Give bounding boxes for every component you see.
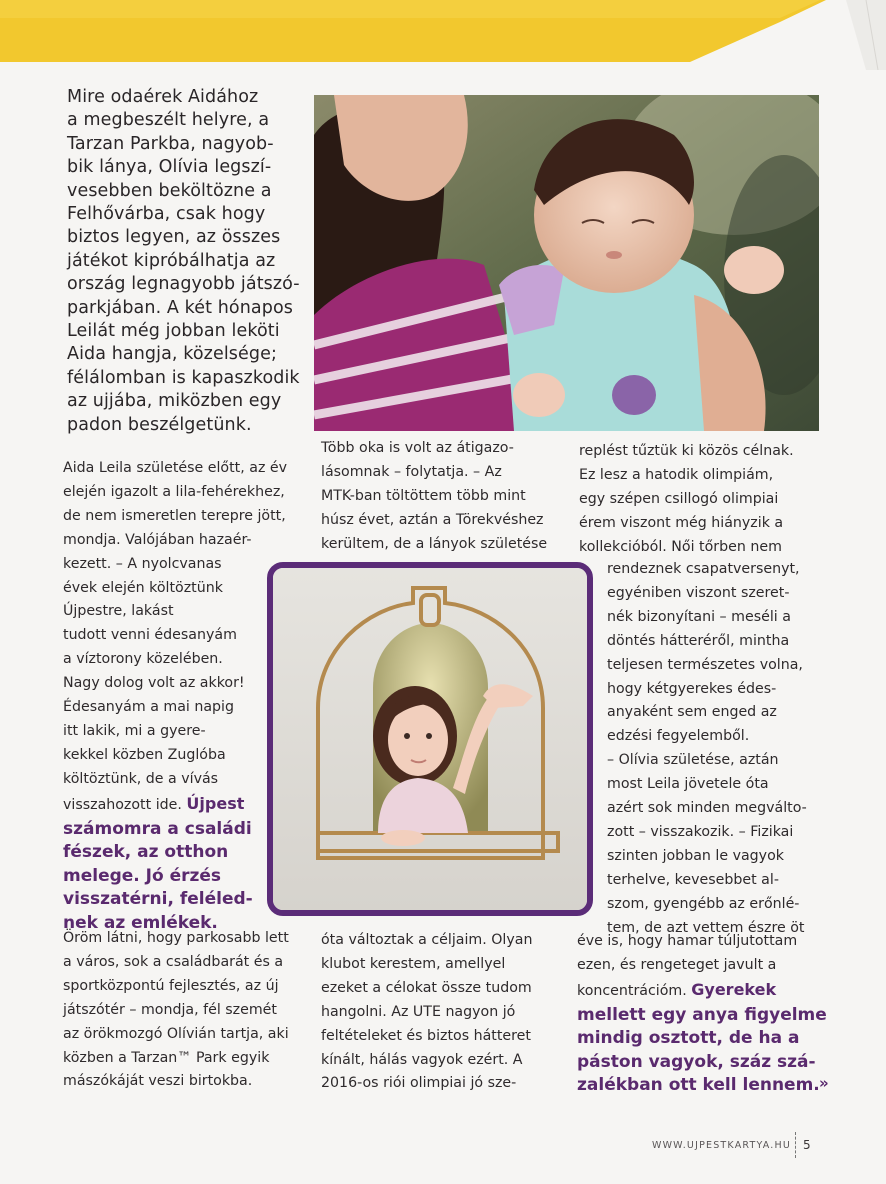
column-3-bottom-text	[577, 930, 837, 1098]
lead-line: Leilát még jobban leköti	[67, 321, 280, 342]
text-line: húsz évet, aztán a Törekvéshez	[321, 511, 544, 528]
lead-line: parkjában. A két hónapos	[67, 297, 293, 318]
lead-line: félálomban is kapaszkodik	[67, 367, 300, 388]
text-line: éve is, hogy hamar túljutottam	[577, 933, 798, 949]
page-corner-fold	[826, 0, 886, 70]
text-line: egy szépen csillogó olimpiai	[579, 490, 779, 507]
text-line: az örökmozgó Olívián tartja, aki	[63, 1025, 289, 1042]
text-line: Öröm látni, hogy parkosabb lett	[63, 930, 289, 946]
column-1-bottom-text	[63, 927, 313, 1094]
text-line: mászókáját veszi birtokba.	[63, 1073, 253, 1090]
lead-line: játékot kipróbálhatja az	[67, 250, 276, 271]
text-line: kínált, hálás vagyok ezért. A	[321, 1051, 523, 1068]
lead-paragraph	[67, 86, 317, 437]
lead-line: Aida hangja, közelsége;	[67, 344, 277, 365]
girl-in-window-photo	[267, 562, 593, 916]
text-line: mondja. Valójában hazaér-	[63, 531, 252, 548]
text-line: ezeket a célokat össze tudom	[321, 979, 532, 996]
text-line: kerültem, de a lányok születése	[321, 535, 548, 552]
text-line: Újpestre, lakást	[63, 603, 174, 620]
highlight-line: zalékban ott kell lennem.	[577, 1075, 820, 1096]
lead-line: ország legnagyobb játszó-	[67, 274, 300, 295]
text-highlight: Gyerekek	[691, 979, 777, 999]
text-line: edzési fegyelemből.	[607, 728, 750, 745]
lead-line: a megbeszélt helyre, a	[67, 110, 270, 131]
highlight-line: nek az emlékek.	[63, 912, 218, 933]
text-line: feltételeket és biztos hátteret	[321, 1027, 531, 1044]
lead-line: padon beszélgetünk.	[67, 414, 252, 435]
text-line: klubot kerestem, amellyel	[321, 955, 506, 972]
text-line: kezett. – A nyolcvanas	[63, 555, 222, 572]
text-plain: visszahozott ide.	[63, 796, 182, 813]
text-line: óta változtak a céljaim. Olyan	[321, 932, 533, 948]
column-3-top-text	[579, 440, 839, 560]
text-line: lásomnak – folytatja. – Az	[321, 463, 502, 480]
text-line: kollekcióból. Női tőrben nem	[579, 538, 782, 555]
highlight-line: visszatérni, feléled-	[63, 889, 253, 910]
text-line: költöztünk, de a vívás	[63, 770, 219, 787]
text-line: de nem ismeretlen terepre jött,	[63, 507, 286, 524]
text-line: itt lakik, mi a gyere-	[63, 722, 206, 739]
text-line: tudott venni édesanyám	[63, 627, 237, 644]
text-line: – Olívia születése, aztán	[607, 752, 779, 769]
text-line: anyaként sem enged az	[607, 704, 777, 721]
page-number: 5	[803, 1138, 811, 1152]
text-line: Több oka is volt az átigazo-	[321, 440, 514, 456]
highlight-line: melege. Jó érzés	[63, 865, 222, 886]
text-line: játszótér – mondja, fél szemét	[63, 1001, 277, 1018]
text-line: érem viszont még hiányzik a	[579, 514, 784, 531]
highlight-line: mindig osztott, de ha a	[577, 1028, 800, 1049]
text-line: közben a Tarzan™ Park egyik	[63, 1049, 270, 1066]
lead-line: vesebben beköltözne a	[67, 180, 272, 201]
text-line: döntés hátteréről, mintha	[607, 632, 790, 649]
text-highlight: Újpest	[186, 793, 245, 813]
footer-url: WWW.UJPESTKARTYA.HU	[652, 1140, 792, 1151]
text-line: Édesanyám a mai napig	[63, 699, 235, 716]
highlight-line: fészek, az otthon	[63, 842, 229, 863]
lead-line: az ujjába, miközben egy	[67, 391, 282, 412]
text-plain: koncentrációm.	[577, 982, 687, 999]
text-line: tem, de azt vettem észre öt	[607, 919, 805, 936]
text-line: ezen, és rengeteget javult a	[577, 956, 777, 973]
lead-line: Tarzan Parkba, nagyob-	[67, 133, 274, 154]
text-line: szom, gyengébb az erőnlé-	[607, 895, 800, 912]
column-2-bottom-text	[321, 929, 571, 1096]
text-line: most Leila jövetele óta	[607, 776, 769, 793]
text-line: terhelve, kevesebbet al-	[607, 871, 779, 888]
top-yellow-banner	[0, 0, 886, 70]
highlight-line: páston vagyok, száz szá-	[577, 1051, 816, 1072]
text-line: kekkel közben Zuglóba	[63, 746, 226, 763]
text-line: a város, sok a családbarát és a	[63, 953, 284, 970]
column-2-top-text	[321, 437, 571, 557]
girl-photo-image	[273, 568, 587, 910]
text-line: 2016-os riói olimpiai jó sze-	[321, 1075, 517, 1092]
text-line: zott – visszakozik. – Fizikai	[607, 823, 794, 840]
text-line: a víztorony közelében.	[63, 651, 223, 668]
text-line: rendeznek csapatversenyt,	[607, 561, 800, 577]
text-line: elején igazolt a lila-fehérekhez,	[63, 483, 285, 500]
text-line: teljesen természetes volna,	[607, 656, 803, 673]
footer-divider	[795, 1132, 796, 1158]
text-line: azért sok minden megválto-	[607, 800, 807, 817]
continue-mark: »	[819, 1074, 829, 1092]
text-line: szinten jobban le vagyok	[607, 847, 784, 864]
text-line: Aida Leila születése előtt, az év	[63, 460, 288, 476]
mother-and-baby-photo	[314, 95, 819, 431]
text-line: hangolni. Az UTE nagyon jó	[321, 1003, 516, 1020]
highlight-line: számomra a családi	[63, 818, 252, 839]
text-line: évek elején költöztünk	[63, 579, 223, 596]
text-line-mixed	[577, 978, 837, 1004]
text-line: hogy kétgyerekes édes-	[607, 680, 777, 697]
text-line: egyéniben viszont szeret-	[607, 584, 790, 601]
text-line: nék bizonyítani – meséli a	[607, 608, 791, 625]
text-line: sportközpontú fejlesztés, az új	[63, 977, 279, 994]
text-line: Nagy dolog volt az akkor!	[63, 675, 245, 692]
text-line: MTK-ban töltöttem több mint	[321, 487, 526, 504]
lead-line: bik lánya, Olívia legszí-	[67, 157, 272, 178]
text-line: Ez lesz a hatodik olimpiám,	[579, 466, 774, 483]
highlight-line: mellett egy anya figyelme	[577, 1004, 827, 1025]
column-3-middle-text	[607, 558, 837, 941]
text-line: replést tűztük ki közös célnak.	[579, 443, 794, 459]
lead-line: biztos legyen, az összes	[67, 227, 281, 248]
lead-line: Felhővárba, csak hogy	[67, 204, 266, 225]
lead-line: Mire odaérek Aidához	[67, 87, 259, 107]
